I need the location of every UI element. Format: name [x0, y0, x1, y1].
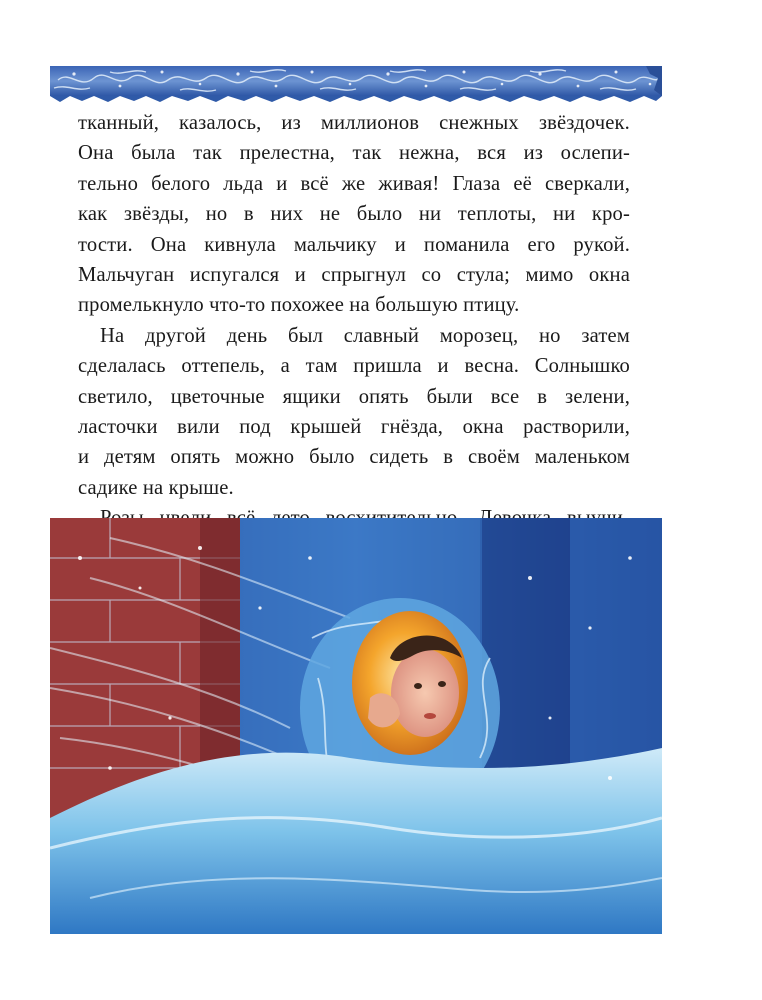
text-line: садике на крыше. [78, 476, 234, 499]
text-line: светило, цветочные ящики опять были все в зелени, [78, 385, 630, 408]
text-line: тельно белого льда и всё же живая! Глаза её сверкали, [78, 172, 630, 195]
boy-face [352, 611, 468, 755]
text-line: Мальчуган испугался и спрыгнул со стула; мимо окна [78, 263, 630, 286]
text-line: Она была так прелестна, так нежна, вся из ослепи- [78, 142, 630, 165]
frost-ornament-banner [50, 62, 662, 104]
story-text [78, 108, 630, 564]
text-line: промелькнуло что-то похожее на большую птицу. [78, 294, 520, 317]
text-line: и детям опять можно было сидеть в своём маленьком [78, 446, 630, 469]
boy-at-frosted-window-illustration [50, 518, 662, 934]
text-line: как звёзды, но в них не было ни теплоты, ни кро- [78, 203, 630, 226]
frost-ornament-icon [50, 62, 662, 104]
text-line: тканный, казалось, из миллионов снежных звёздочек. [78, 112, 630, 134]
text-line: На другой день был славный морозец, но затем [100, 324, 630, 347]
text-line: ласточки вили под крышей гнёзда, окна растворили, [78, 415, 630, 438]
text-line: сделалась оттепель, а там пришла и весна. Солнышко [78, 355, 630, 378]
text-line: тости. Она кивнула мальчику и поманила его рукой. [78, 233, 630, 256]
